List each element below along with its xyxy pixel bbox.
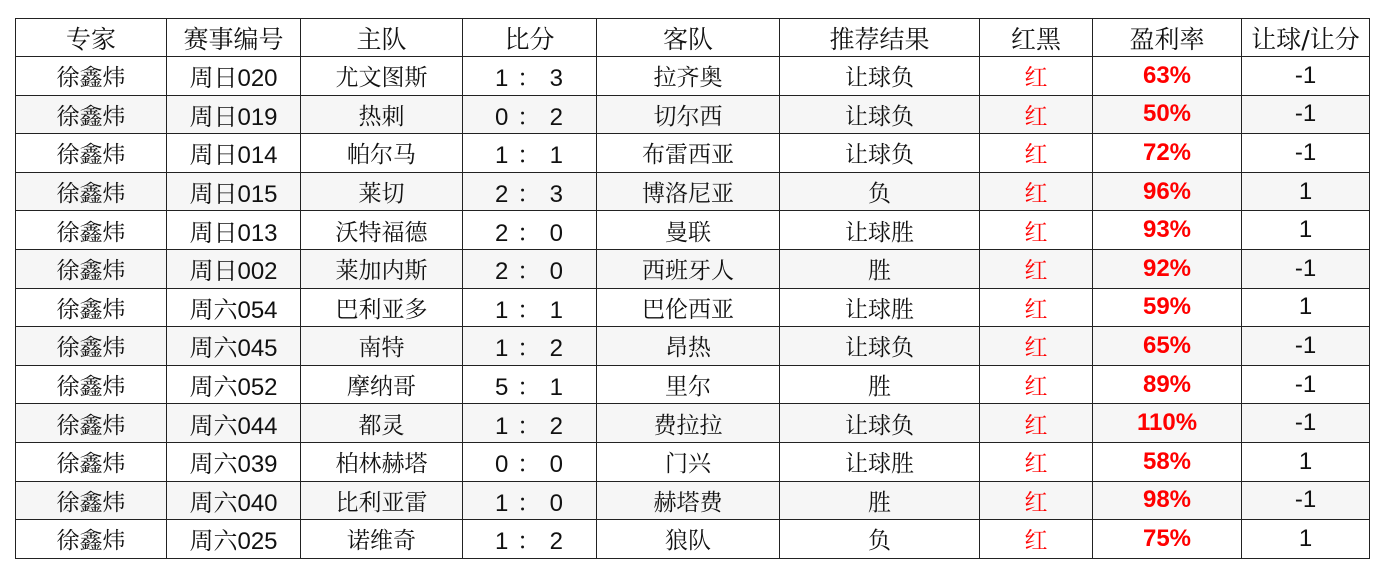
cell-result: 红 — [980, 57, 1093, 96]
cell-expert: 徐鑫炜 — [16, 327, 167, 366]
cell-pick: 胜 — [780, 481, 980, 520]
cell-expert: 徐鑫炜 — [16, 249, 167, 288]
cell-pick: 让球负 — [780, 134, 980, 173]
cell-expert: 徐鑫炜 — [16, 365, 167, 404]
cell-expert: 徐鑫炜 — [16, 95, 167, 134]
cell-score: 1 ： 1 — [463, 288, 597, 327]
cell-result: 红 — [980, 134, 1093, 173]
cell-profit-rate: 63% — [1093, 57, 1242, 96]
cell-score: 1 ： 0 — [463, 481, 597, 520]
cell-match-id: 周六039 — [167, 442, 301, 481]
cell-result: 红 — [980, 211, 1093, 250]
cell-score: 0 ： 0 — [463, 442, 597, 481]
table-row — [16, 404, 1370, 443]
cell-pick: 让球胜 — [780, 211, 980, 250]
table-row — [16, 95, 1370, 134]
cell-handicap: -1 — [1242, 481, 1370, 520]
table-body — [16, 57, 1370, 559]
cell-profit-rate: 93% — [1093, 211, 1242, 250]
cell-expert: 徐鑫炜 — [16, 172, 167, 211]
cell-match-id: 周日019 — [167, 95, 301, 134]
cell-away-team: 赫塔费 — [597, 481, 780, 520]
cell-handicap: 1 — [1242, 442, 1370, 481]
cell-away-team: 狼队 — [597, 520, 780, 559]
header-score: 比分 — [463, 19, 597, 57]
cell-score: 1 ： 2 — [463, 404, 597, 443]
table-row — [16, 365, 1370, 404]
cell-home-team: 莱切 — [301, 172, 463, 211]
cell-expert: 徐鑫炜 — [16, 404, 167, 443]
cell-pick: 胜 — [780, 365, 980, 404]
cell-home-team: 摩纳哥 — [301, 365, 463, 404]
cell-away-team: 费拉拉 — [597, 404, 780, 443]
cell-home-team: 巴利亚多 — [301, 288, 463, 327]
cell-home-team: 莱加内斯 — [301, 249, 463, 288]
cell-result: 红 — [980, 442, 1093, 481]
header-away-team: 客队 — [597, 19, 780, 57]
cell-score: 1 ： 2 — [463, 520, 597, 559]
cell-match-id: 周六045 — [167, 327, 301, 366]
cell-profit-rate: 50% — [1093, 95, 1242, 134]
cell-pick: 让球负 — [780, 404, 980, 443]
header-result: 红黑 — [980, 19, 1093, 57]
cell-pick: 让球负 — [780, 95, 980, 134]
cell-away-team: 昂热 — [597, 327, 780, 366]
cell-result: 红 — [980, 365, 1093, 404]
cell-score: 2 ： 0 — [463, 211, 597, 250]
cell-match-id: 周六040 — [167, 481, 301, 520]
table-row — [16, 288, 1370, 327]
cell-away-team: 巴伦西亚 — [597, 288, 780, 327]
cell-result: 红 — [980, 327, 1093, 366]
cell-result: 红 — [980, 172, 1093, 211]
cell-profit-rate: 72% — [1093, 134, 1242, 173]
cell-score: 2 ： 0 — [463, 249, 597, 288]
cell-match-id: 周日013 — [167, 211, 301, 250]
cell-away-team: 拉齐奥 — [597, 57, 780, 96]
cell-home-team: 比利亚雷 — [301, 481, 463, 520]
header-home-team: 主队 — [301, 19, 463, 57]
table-row — [16, 57, 1370, 96]
cell-profit-rate: 65% — [1093, 327, 1242, 366]
cell-result: 红 — [980, 249, 1093, 288]
header-handicap: 让球/让分 — [1242, 19, 1370, 57]
cell-handicap: -1 — [1242, 134, 1370, 173]
cell-home-team: 都灵 — [301, 404, 463, 443]
cell-result: 红 — [980, 288, 1093, 327]
cell-profit-rate: 92% — [1093, 249, 1242, 288]
cell-pick: 让球负 — [780, 327, 980, 366]
cell-expert: 徐鑫炜 — [16, 288, 167, 327]
header-match-id: 赛事编号 — [167, 19, 301, 57]
cell-away-team: 布雷西亚 — [597, 134, 780, 173]
cell-pick: 负 — [780, 172, 980, 211]
cell-home-team: 尤文图斯 — [301, 57, 463, 96]
cell-score: 1 ： 1 — [463, 134, 597, 173]
cell-pick: 让球胜 — [780, 288, 980, 327]
table-row — [16, 134, 1370, 173]
cell-score: 1 ： 3 — [463, 57, 597, 96]
table-row — [16, 520, 1370, 559]
cell-match-id: 周日020 — [167, 57, 301, 96]
header-expert: 专家 — [16, 19, 167, 57]
cell-away-team: 切尔西 — [597, 95, 780, 134]
cell-expert: 徐鑫炜 — [16, 442, 167, 481]
cell-expert: 徐鑫炜 — [16, 520, 167, 559]
cell-result: 红 — [980, 481, 1093, 520]
cell-handicap: -1 — [1242, 249, 1370, 288]
cell-home-team: 沃特福德 — [301, 211, 463, 250]
cell-result: 红 — [980, 404, 1093, 443]
cell-pick: 胜 — [780, 249, 980, 288]
cell-pick: 让球负 — [780, 57, 980, 96]
cell-profit-rate: 59% — [1093, 288, 1242, 327]
cell-match-id: 周六052 — [167, 365, 301, 404]
cell-profit-rate: 110% — [1093, 404, 1242, 443]
cell-expert: 徐鑫炜 — [16, 481, 167, 520]
table-row — [16, 211, 1370, 250]
cell-handicap: -1 — [1242, 95, 1370, 134]
cell-away-team: 里尔 — [597, 365, 780, 404]
cell-away-team: 曼联 — [597, 211, 780, 250]
cell-pick: 让球胜 — [780, 442, 980, 481]
cell-profit-rate: 89% — [1093, 365, 1242, 404]
cell-handicap: 1 — [1242, 520, 1370, 559]
cell-home-team: 帕尔马 — [301, 134, 463, 173]
cell-home-team: 热刺 — [301, 95, 463, 134]
cell-pick: 负 — [780, 520, 980, 559]
recommendation-table — [15, 18, 1370, 559]
table-row — [16, 172, 1370, 211]
cell-match-id: 周六054 — [167, 288, 301, 327]
cell-profit-rate: 58% — [1093, 442, 1242, 481]
cell-score: 5 ： 1 — [463, 365, 597, 404]
header-profit-rate: 盈利率 — [1093, 19, 1242, 57]
cell-handicap: -1 — [1242, 404, 1370, 443]
cell-away-team: 门兴 — [597, 442, 780, 481]
table-row — [16, 249, 1370, 288]
cell-result: 红 — [980, 520, 1093, 559]
cell-expert: 徐鑫炜 — [16, 134, 167, 173]
cell-handicap: 1 — [1242, 172, 1370, 211]
cell-handicap: -1 — [1242, 327, 1370, 366]
cell-profit-rate: 96% — [1093, 172, 1242, 211]
cell-profit-rate: 98% — [1093, 481, 1242, 520]
cell-expert: 徐鑫炜 — [16, 57, 167, 96]
cell-match-id: 周日015 — [167, 172, 301, 211]
header-row — [16, 19, 1370, 57]
cell-expert: 徐鑫炜 — [16, 211, 167, 250]
table-row — [16, 442, 1370, 481]
cell-score: 2 ： 3 — [463, 172, 597, 211]
table-row — [16, 327, 1370, 366]
header-pick: 推荐结果 — [780, 19, 980, 57]
cell-match-id: 周六025 — [167, 520, 301, 559]
cell-away-team: 西班牙人 — [597, 249, 780, 288]
cell-handicap: -1 — [1242, 57, 1370, 96]
cell-handicap: 1 — [1242, 288, 1370, 327]
cell-match-id: 周日002 — [167, 249, 301, 288]
cell-handicap: -1 — [1242, 365, 1370, 404]
cell-score: 0 ： 2 — [463, 95, 597, 134]
cell-home-team: 诺维奇 — [301, 520, 463, 559]
table-row — [16, 481, 1370, 520]
cell-match-id: 周六044 — [167, 404, 301, 443]
cell-handicap: 1 — [1242, 211, 1370, 250]
cell-home-team: 南特 — [301, 327, 463, 366]
cell-score: 1 ： 2 — [463, 327, 597, 366]
cell-match-id: 周日014 — [167, 134, 301, 173]
cell-profit-rate: 75% — [1093, 520, 1242, 559]
cell-result: 红 — [980, 95, 1093, 134]
cell-away-team: 博洛尼亚 — [597, 172, 780, 211]
cell-home-team: 柏林赫塔 — [301, 442, 463, 481]
